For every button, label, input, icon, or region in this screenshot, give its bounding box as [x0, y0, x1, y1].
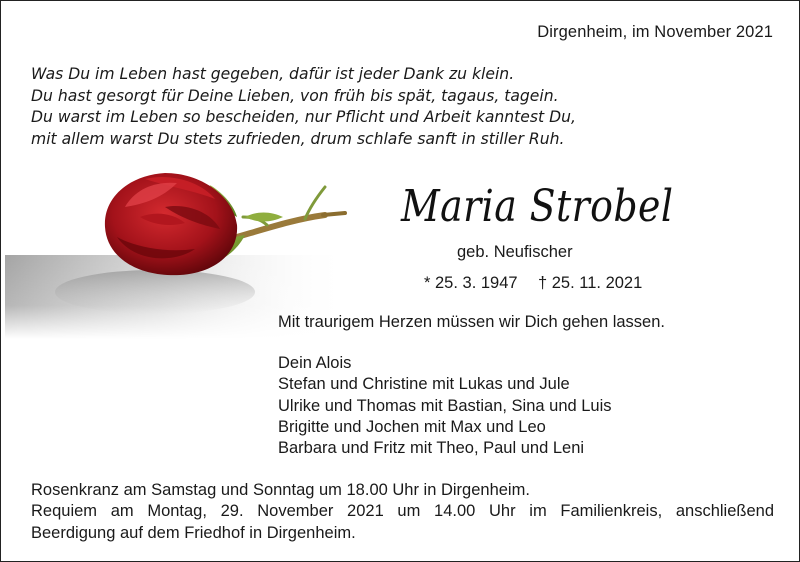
mourners-list: [278, 353, 612, 459]
mourner-line: Stefan und Christine mit Lukas und Jule: [278, 375, 570, 394]
verse-line: Du hast gesorgt für Deine Lieben, von früh bis spät, tagaus, tagein.: [31, 86, 559, 105]
mourner-line: Brigitte und Jochen mit Max und Leo: [278, 417, 546, 436]
mourning-sentence: Mit traurigem Herzen müssen wir Dich gehen lassen.: [278, 313, 665, 331]
verse-line: Was Du im Leben hast gegeben, dafür ist jeder Dank zu klein.: [31, 65, 515, 83]
birth-name: geb. Neufischer: [457, 243, 573, 261]
service-line: Rosenkranz am Samstag und Sonntag um 18.00 Uhr in Dirgenheim.: [31, 481, 530, 499]
mourner-line: Barbara und Fritz mit Theo, Paul und Leni: [278, 439, 585, 458]
mourner-line: Dein Alois: [278, 354, 352, 372]
verse-line: mit allem warst Du stets zufrieden, drum schlafe sanft in stiller Ruh.: [31, 129, 565, 148]
deceased-name: Maria Strobel: [401, 181, 674, 232]
service-line: Requiem am Montag, 29. November 2021 um 14.00 Uhr im Familienkreis, anschließend: [31, 502, 774, 521]
birth-date: * 25. 3. 1947: [424, 274, 518, 292]
death-date: † 25. 11. 2021: [538, 274, 643, 292]
service-line: Beerdigung auf dem Friedhof in Dirgenheim.: [31, 523, 356, 542]
service-info: [31, 480, 774, 544]
place-date: Dirgenheim, im November 2021: [537, 23, 773, 41]
memorial-verse: [31, 64, 576, 150]
verse-line: Du warst im Leben so bescheiden, nur Pflicht und Arbeit kanntest Du,: [31, 108, 576, 126]
mourner-line: Ulrike und Thomas mit Bastian, Sina und Luis: [278, 396, 612, 415]
